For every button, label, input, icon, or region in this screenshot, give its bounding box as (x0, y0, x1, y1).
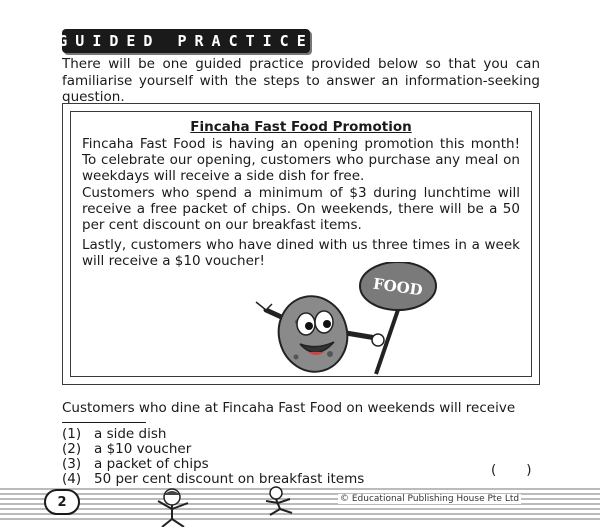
option-number: (2) (62, 441, 82, 457)
copyright-text: © Educational Publishing House Pte Ltd (340, 494, 520, 504)
answer-bracket[interactable]: ( ) (491, 462, 532, 478)
option-label: a $10 voucher (94, 441, 192, 457)
question-text: Customers who dine at Fincaha Fast Food on weekends will receive (62, 400, 516, 416)
option-1[interactable] (62, 427, 540, 442)
potato-body (270, 288, 355, 379)
option-2[interactable] (62, 442, 540, 457)
option-3[interactable] (62, 457, 540, 472)
food-sign-text: FOOD (371, 274, 424, 300)
promotion-paragraph-3: Lastly, customers who have dined with us three times in a week will receive a $10 voucher! (82, 237, 520, 269)
promotion-paragraph-1: Fincaha Fast Food is having an opening promotion this month! To celebrate our opening, customers who purchase any meal on weekdays will receive a side dish for free. (82, 136, 520, 184)
option-label: a side dish (94, 426, 167, 442)
option-list (62, 427, 540, 487)
option-label: a packet of chips (94, 456, 209, 472)
footer-decoration (0, 485, 600, 527)
potato-mascot-illustration (248, 262, 448, 380)
running-kid-icon (266, 487, 292, 515)
section-banner (58, 29, 314, 53)
option-label: 50 per cent discount on breakfast items (94, 471, 365, 487)
promotion-title: Fincaha Fast Food Promotion (190, 119, 412, 135)
option-number: (4) (62, 471, 82, 487)
section-banner-label: GUIDED PRACTICE (58, 32, 314, 50)
intro-text: There will be one guided practice provided below so that you can familiarise yourself with the steps to answer an information-seeking question. (62, 56, 540, 105)
option-number: (3) (62, 456, 82, 472)
answer-blank-line (62, 422, 146, 423)
promotion-paragraph-2: Customers who spend a minimum of $3 during lunchtime will receive a free packet of chips. On weekends, there will be a 50 per cent discount on our breakfast items. (82, 185, 520, 233)
page-number: 2 (44, 489, 80, 515)
option-number: (1) (62, 426, 82, 442)
